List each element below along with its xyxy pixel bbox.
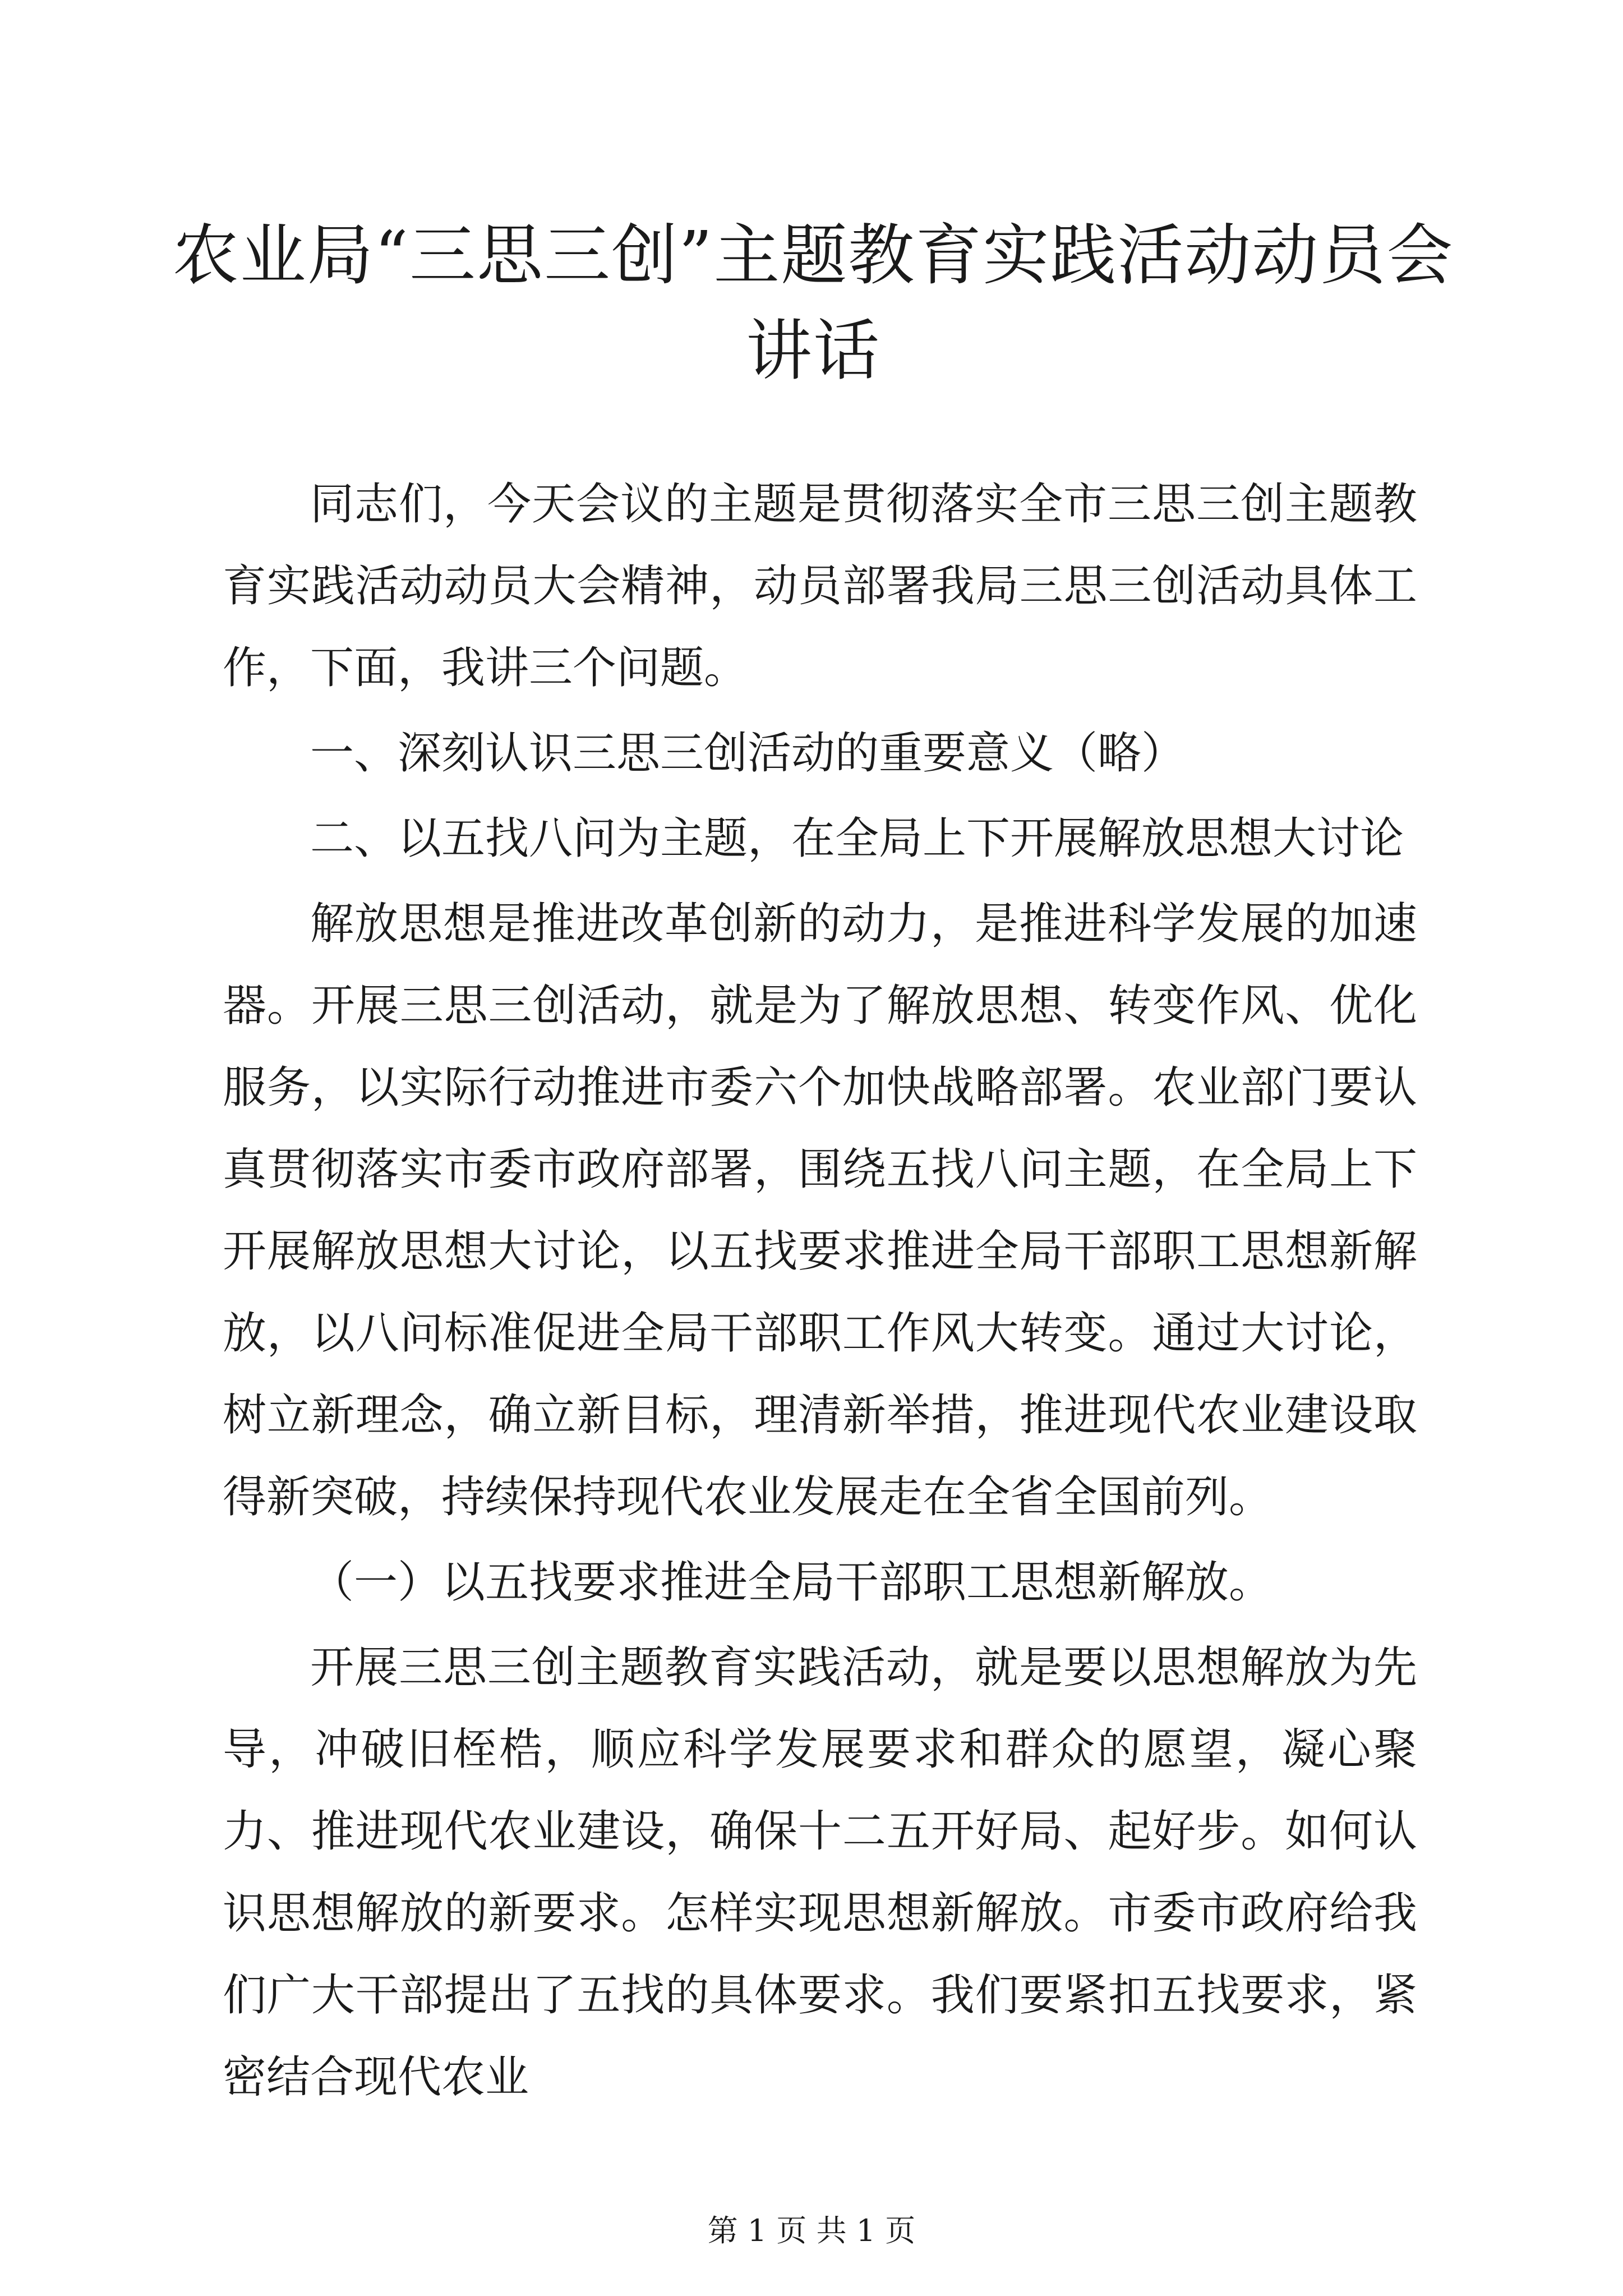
title-line-2: 讲话: [745, 312, 880, 389]
title-line-1: 农业局“三思三创”主题教育实践活动动员会: [172, 217, 1454, 294]
document-body: [223, 463, 1417, 2118]
page-footer: 第 1 页 共 1 页: [707, 2213, 916, 2248]
section-heading-1: 一、深刻认识三思三创活动的重要意义（略）: [310, 728, 1186, 779]
paragraph-liberation: 解放思想是推进改革创新的动力，是推进科学发展的加速器。开展三思三创活动，就是为了解放思想、转变作风、优化服务，以实际行动推进市委六个加快战略部署。农业部门要认真贯彻落实市委市政府部署，围绕五找八问主题，在全局上下开展解放思想大讨论，以五找要求推进全局干部职工思想新解放，以八问标准促进全局干部职工作风大转变。通过大讨论，树立新理念，确立新目标，理清新举措，推进现代农业建设取得新突破，持续保持现代农业发展走在全省全国前列。: [223, 899, 1417, 1522]
paragraph-intro: 同志们，今天会议的主题是贯彻落实全市三思三创主题教育实践活动动员大会精神，动员部署我局三思三创活动具体工作，下面，我讲三个问题。: [223, 479, 1417, 693]
subsection-heading-1: （一）以五找要求推进全局干部职工思想新解放。: [310, 1557, 1273, 1608]
paragraph-activity: 开展三思三创主题教育实践活动，就是要以思想解放为先导，冲破旧桎梏，顺应科学发展要求和群众的愿望，凝心聚力、推进现代农业建设，确保十二五开好局、起好步。如何认识思想解放的新要求。怎样实现思想新解放。市委市政府给我们广大干部提出了五找的具体要求。我们要紧扣五找要求，紧密结合现代农业: [223, 1642, 1417, 2102]
document-title: [168, 208, 1458, 398]
section-heading-2: 二、以五找八问为主题，在全局上下开展解放思想大讨论: [310, 813, 1404, 864]
